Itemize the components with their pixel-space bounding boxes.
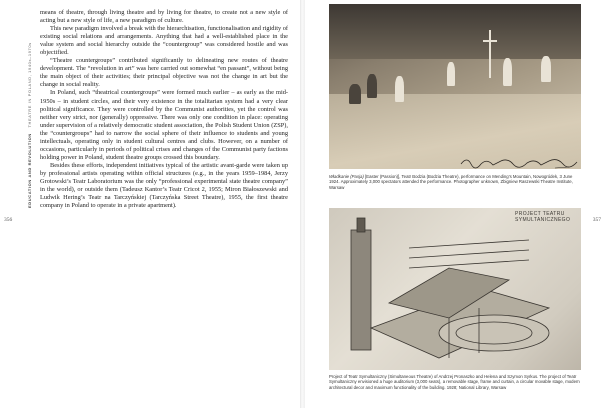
running-head-title: THEATRE IN POLAND, 1940s–1970s [27, 42, 32, 128]
paragraph: This new paradigm involved a break with the hierarchisation, functionalisation and rigidity of existing social relations and arrangements. Anything that had a well-established place in the value system and social hierarchy outside the “countergroup” was considered hostile and was objectified. [40, 25, 289, 57]
page-number-right: 357 [592, 217, 601, 223]
figure [395, 76, 404, 102]
drawing-label: PROJECT TEATRU SYMULTANICZNEGO [515, 211, 571, 223]
cross-pole [489, 30, 491, 78]
paragraph: In Poland, such “theatrical countergroups” were formed much earlier – as early as the mid-1950s – in student circles, and their very existence in the totalitarian system had a very clear political significance. They were controlled by the Communist authorities, yet the control was neither very strict, nor (generally) oppressive. There was only one condition in place: operating under supervision of a relatively democratic student association, the Polish Student Union (ZSP), the “countergroups” had to narrow the social sphere of their influence to students and young intellectuals, operating only in student cultural centres and clubs. However, on a number of occasions, particularly in periods of political crises and changes of the Communist party factions holding power in Poland, student theatre groups crossed this boundary. [40, 89, 288, 161]
left-page [0, 0, 300, 408]
photo-signature [459, 154, 579, 169]
figure [349, 84, 361, 104]
figure [541, 56, 551, 82]
drawing-caption: Project of Teatr Symultaniczny (Simultaneous Theatre) of Andrzej Pronaszko and Helena and Szymon Syrkus. The project of Teatr Symultaniczny envisioned a huge auditorium (3,000 seats), a removable stage, frame and curtain, a circular movable stage, modern architectural decor and maximum functionality of the building. 1928; National Library, Warsaw [329, 374, 580, 390]
tower [351, 230, 371, 350]
right-page [305, 0, 605, 408]
architecture-project-drawing [329, 208, 581, 370]
paragraph: means of theatre, through living theatre and by living for theatre, to create not a new style of acting but a new style of life, a new paradigm of culture. [40, 9, 288, 25]
running-head [18, 8, 32, 398]
figure [367, 74, 377, 98]
caption-text: [Easter (Passion)], Teatr Bodzia (Bodzia Theatre), performance on Mending’s Mountain, Nowogródek, 3 June 1924. Approximately 3,000 spectators attended the performance. Photographer unknown, Zbigniew Raszewski Theatre Institute, Warsaw [329, 174, 573, 190]
photo-caption [329, 174, 581, 190]
paragraph: Besides these efforts, independent initiatives typical of the artistic avant-garde were taken up by professional artists operating within official structures (e.g., in the years 1959–1984, Jerzy Grotowski’s Teatr Laboratorium was the only “professional experimental state theatre company” in the world), or outside them (Tadeusz Kantor’s Teatr Cricot 2, 1955; Miron Białoszewski and Ludwik Hering’s Teatr na Tarczyńskiej (Tarczyńska Street Theatre), 1955, the first theatre company in Poland to operate in a private apartment). [40, 161, 288, 210]
caption-title: Władkanie (Pasja) [329, 174, 364, 179]
running-head-section: EDUCATION AND REVOLUTION [27, 133, 32, 208]
body-text [40, 9, 288, 210]
circular-stage [439, 315, 549, 351]
cross-beam [483, 40, 497, 42]
tower-top [357, 218, 365, 232]
construction-lines [409, 240, 529, 268]
paragraph: “Theatre countergroups” contributed significantly to delineating new routes of theatre development. The “revolution in art” was here carried out somewhat “en passant”, without being the main object of their activities; their principal objective was not the change in art but the change in social reality. [40, 57, 288, 89]
project-drawing-svg [329, 208, 581, 370]
figure [503, 58, 512, 86]
page-number-left: 356 [4, 217, 13, 223]
photo-sky [329, 4, 581, 59]
performance-photo [329, 4, 581, 169]
figure [447, 62, 455, 86]
